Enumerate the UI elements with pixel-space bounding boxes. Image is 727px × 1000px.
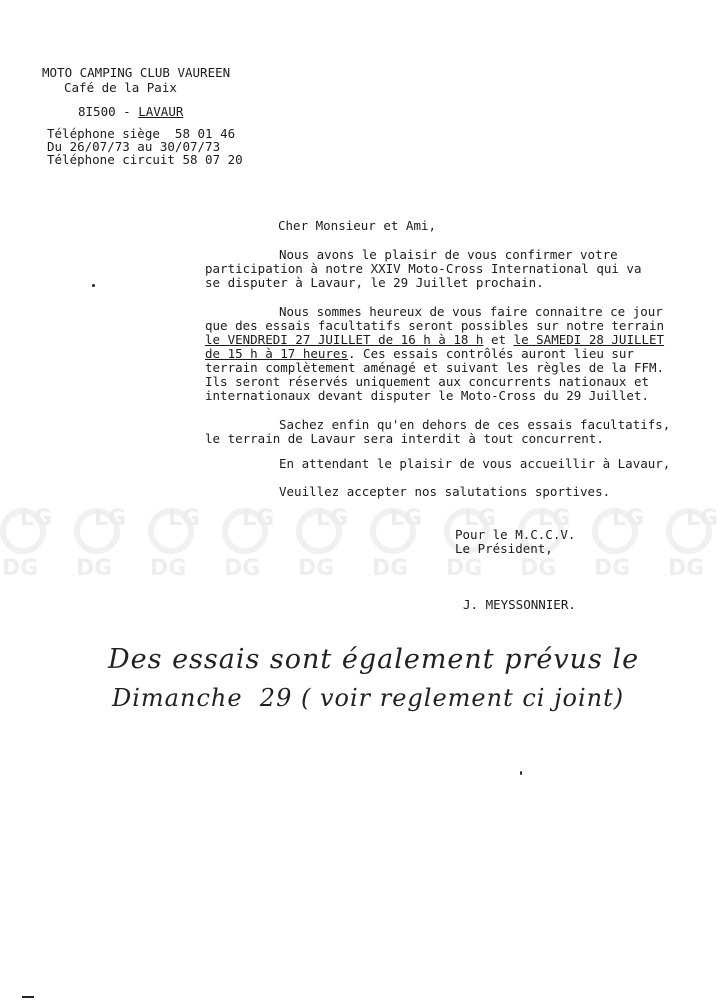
scan-speck [92,284,95,287]
watermark-logo: LG DG [668,506,719,581]
watermark-logo: LG DG [520,506,571,581]
paragraph-line: terrain complètement aménagé et suivant les règles de la FFM. [205,360,665,375]
watermark-logo: LG DG [150,506,201,581]
closing-line: En attendant le plaisir de vous accueillir à Lavaur, [279,456,671,471]
watermark-strip [0,498,727,588]
phone-seat: Téléphone siège 58 01 46 [47,126,236,141]
signature-title: Le Président, [455,541,553,556]
paragraph-line: Nous sommes heureux de vous faire connaitre ce jour [279,304,663,319]
address-line [78,105,183,118]
venue-name: Café de la Paix [64,80,177,95]
paragraph-line: le VENDREDI 27 JUILLET de 16 h à 18 h et le SAMEDI 28 JUILLET [205,332,665,347]
paragraph-line: internationaux devant disputer le Moto-Cross du 29 Juillet. [205,388,650,403]
date-range: Du 26/07/73 au 30/07/73 [47,139,221,154]
watermark-logo: LG DG [446,506,497,581]
signature-for: Pour le M.C.C.V. [455,527,576,542]
salutation: Cher Monsieur et Ami, [278,218,437,233]
city: LAVAUR [138,104,184,119]
paragraph-line: que des essais facultatifs seront possibles sur notre terrain [205,318,665,333]
watermark-logo: LG DG [594,506,645,581]
paragraph-line: le terrain de Lavaur sera interdit à tout concurrent. [205,431,604,446]
scan-speck [520,771,522,775]
saturday-hours: de 15 h à 17 heures [205,346,348,361]
friday-schedule: le VENDREDI 27 JUILLET de 16 h à 18 h [205,332,484,347]
club-name: MOTO CAMPING CLUB VAUREEN [42,65,231,80]
scan-speck [22,996,34,998]
watermark-logo: LG DG [298,506,349,581]
phone-circuit: Téléphone circuit 58 07 20 [47,152,243,167]
watermark-logo: LG DG [372,506,423,581]
paragraph-line: de 15 h à 17 heures. Ces essais contrôlés auront lieu sur [205,346,634,361]
watermark-logo: LG DG [224,506,275,581]
paragraph-line: Sachez enfin qu'en dehors de ces essais facultatifs, [279,417,671,432]
paragraph-line: Ils seront réservés uniquement aux concurrents nationaux et [205,374,650,389]
paragraph-line: se disputer à Lavaur, le 29 Juillet prochain. [205,275,544,290]
handwritten-note-line-2: Dimanche 29 ( voir reglement ci joint) [112,684,625,712]
signatory-name: J. MEYSSONNIER. [463,597,576,612]
saturday-schedule: le SAMEDI 28 JUILLET [513,332,665,347]
paragraph-line: Nous avons le plaisir de vous confirmer votre [279,247,618,262]
closing-line: Veuillez accepter nos salutations sportives. [279,484,611,499]
postcode: 8I500 - [78,104,131,119]
watermark-logo: LG DG [2,506,53,581]
watermark-logo: LG DG [76,506,127,581]
handwritten-note-line-1: Des essais sont également prévus le [108,644,640,675]
paragraph-line: participation à notre XXIV Moto-Cross International qui va [205,261,642,276]
